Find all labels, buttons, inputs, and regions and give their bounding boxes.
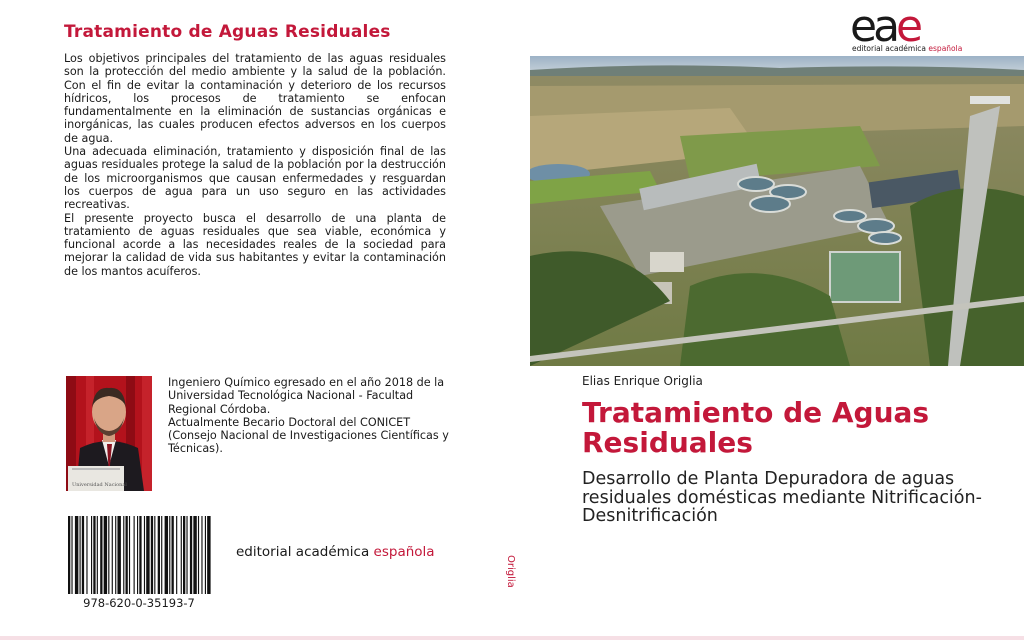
logo-caption-main: editorial académica — [852, 44, 929, 53]
photo-certificate-text: Universidad Nacional — [72, 482, 127, 488]
spine — [490, 0, 530, 640]
front-author-name: Elias Enrique Origlia — [582, 374, 703, 388]
back-publisher-name — [236, 544, 435, 560]
description-paragraph-2: Una adecuada eliminación, tratamiento y disposición final de las aguas residuales protege la salud de la población por la destrucción de los microorganismos que causan enfermedades y resguardan los cuerpos de agua para un uso seguro en las actividades recreativas. — [64, 145, 446, 212]
bottom-border — [0, 636, 1024, 640]
description-paragraph-3: El presente proyecto busca el desarrollo de una planta de tratamiento de aguas residuales que sea viable, económica y funcional acorde a las necesidades reales de la sociedad para mejorar la calidad de vida sus habitantes y evitar la contaminación de los mantos acuíferos. — [64, 211, 446, 278]
logo-caption — [852, 44, 962, 53]
back-cover-title: Tratamiento de Aguas Residuales — [64, 22, 391, 42]
barcode — [66, 514, 212, 598]
description-paragraph-1: Los objetivos principales del tratamiento de las aguas residuales son la protección del medio ambiente y la salud de la población. Con el fin de evitar la contaminación y deterioro de los recursos hídricos, los procesos de tratamiento se enfocan fundamentalmente en la eliminación de sustancias orgánicas e inorgánicas, las cuales producen efectos adversos en los cuerpos de agua. — [64, 52, 446, 145]
spine-author: Origlia — [505, 555, 516, 588]
publisher-name-accent: española — [373, 544, 435, 560]
bio-line-2: Actualmente Becario Doctoral del CONICET (Consejo Nacional de Investigaciones Científicas y Técnicas). — [168, 415, 449, 456]
author-bio — [168, 376, 453, 456]
publisher-name-main: editorial académica — [236, 544, 374, 560]
back-cover — [0, 0, 490, 640]
back-cover-description — [64, 52, 446, 278]
bio-line-1: Ingeniero Químico egresado en el año 2018 de la Universidad Tecnológica Nacional - Facultad Regional Córdoba. — [168, 376, 445, 416]
front-title: Tratamiento de Aguas Residuales — [582, 396, 930, 459]
cover-aerial-photo — [530, 56, 1024, 366]
author-photo — [66, 376, 152, 491]
isbn-number: 978-620-0-35193-7 — [83, 596, 195, 610]
front-subtitle: Desarrollo de Planta Depuradora de aguas residuales domésticas mediante Nitrificación-Desnitrificación — [582, 469, 982, 526]
logo-letters: eae — [850, 6, 920, 46]
logo-caption-accent: española — [928, 44, 963, 53]
